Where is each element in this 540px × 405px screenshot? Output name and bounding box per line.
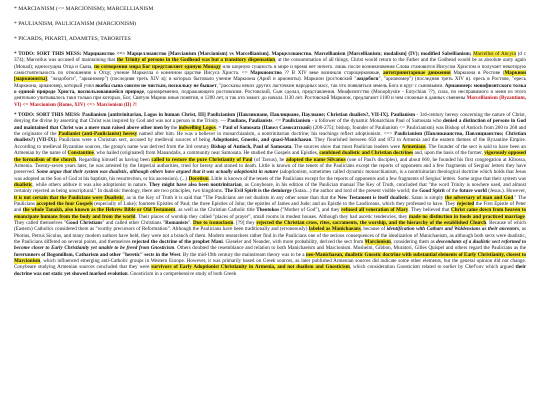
paragraph-paulianism	[14, 112, 526, 277]
highlight: refused all veneration of Mary	[341, 207, 409, 214]
highlight: антитринитарные движения	[382, 70, 451, 77]
bold-term: жидобоги	[356, 76, 379, 83]
text-span: . They called themselves "	[14, 213, 526, 226]
text-span: of the	[444, 188, 460, 195]
highlight: indwelling Logos	[178, 124, 216, 131]
text-span: (especially of Luke); fourteen Epistles of Paul; the three Epistles of John; the epistles of James and Jude; and an Epistle to the Laodiceans, which they professed to have. They	[92, 200, 457, 207]
bold-term: Арианомер: монофизитского толка о единой природе Христа, воспользовавшейся природе	[14, 82, 526, 96]
highlight: called to restore the pure Christianity of Paul	[151, 156, 253, 163]
highlight: Due to iconoclasm	[193, 219, 234, 226]
bold-term: Paulians, Paulianists	[227, 118, 273, 125]
highlight: it is not certain that the Paulicians were Dualistic	[14, 194, 124, 201]
italic-text: identification with Cathars and Waldensians as their ancestors	[386, 226, 520, 233]
bold-term: future world	[459, 188, 487, 195]
text-span: (Satan...) the author and lord of the present visible world; the	[291, 188, 420, 195]
text-span: , while others adduce it was also adoptionist in nature.	[32, 181, 150, 188]
highlight: Маркион [маркиониты]	[14, 70, 526, 83]
highlight: made no distinction in foods and practiced marriage	[408, 213, 525, 220]
bold-term: Paulianism	[390, 112, 416, 119]
text-span: , which influenced emerging anti-Catholic groups in Western Europe. However, it was primarily based on Greek sources, as later published Armenian sources did indicate some other elements, but the general opinion did not change. Conybeare studying Armenian sources concluded that they were	[14, 258, 526, 271]
entry-marcianism: * MARCIANISM (<= MARCIONISM); MARCELLIANISM	[14, 6, 154, 12]
text-span: . [?9] they	[233, 219, 257, 226]
text-span: . Gieseler and Neander, with more probability, derived the sect from	[222, 238, 365, 245]
bold-term: Paul of Samosata (Павел Самосатский	[222, 124, 310, 131]
text-span: (of Tarsus), he	[252, 156, 286, 163]
text-span: . The sources show that most Paulician leaders were	[291, 143, 402, 150]
text-span: , as Conybeare, in his edition of the Paulician manual The Key of Truth, concluded that "the word Trinity is nowhere used, and almost certainly rejected as being unscriptural." In dualistic theology, there are two principles, two kingdoms.	[14, 181, 526, 195]
highlight: rejected the Christian cross, rites, sacraments, the worship, and the hierarchy of the established Church	[256, 219, 487, 226]
highlight: dualistic	[14, 181, 33, 188]
bold-term: Paulicianism (Павликианство, Павлицианство; Christian dualists?) (VII-IX);	[14, 131, 526, 144]
text-span: . <=	[272, 118, 283, 125]
text-span: или шорную сущность в мире и время нет ничего. лишь после возникновения Слова становится Иисусом Христом и получает некоторую самостоятельность по отношению к Отцу; учение Маркелла о конечном царстве Иисуса Христа. <=	[14, 63, 526, 77]
text-span: . Others doubted the resemblance and relation to both Manichaeism and Marcionism. Mosheim, Gibbon, Muratori, Gilles Quispel and others regard the Paulicians as the	[174, 245, 526, 252]
highlight: accepted the four Gospels	[36, 200, 93, 207]
text-span: ", "арианомер") (последняя треть XIV в). ересь в Ростове, "ересь Маркиона, арианомер, который учил	[14, 76, 526, 89]
highlight: Christ came down from heaven to emancipate humans from the body and from the world	[14, 207, 526, 220]
text-span: . =	[215, 124, 223, 131]
text-span: . Their places of worship they called "places of prayer", small rooms in modest houses. Although they had ascetic tendencies, they	[135, 213, 409, 220]
todo-heading: * TODO: SORT THIS MESS: Paulianism [antitrinitarian, Logos in human Christ, III] Paulicianism [Павликиане, Павлициане, Паулиане; Christian dualists?, VII-IX].	[14, 112, 391, 119]
text-span: . Gnosticism in a comprehensive study of both Greek	[127, 270, 237, 277]
text-span: ; "жидобоги", "арианомер") (последняя треть XIV в); в которых бытовало учение Маркиона (Арий и ариониты). Маркион (ростовский "	[46, 76, 357, 83]
text-span: named after him. He was a believer in monarchianism, a nontrinitarian doctrine; his teachings reflect adoptionism. <=>	[137, 131, 395, 138]
bold-term: Good Spirit	[419, 188, 445, 195]
text-span: . They believed that	[408, 207, 452, 214]
highlight: Marcellus of Ancyra	[473, 51, 516, 57]
paragraph-marcellianism	[14, 51, 526, 108]
text-span: and, upon the basis of the former,	[413, 150, 485, 157]
highlight: the whole Tanakh, also known as the Hebrew Bible or Old Testament	[22, 207, 176, 214]
highlight: survivors of Early Adoptionist Christianity in Armenia, and not dualism and Gnosticism	[151, 264, 350, 271]
text-span: ) (200-275); bishop, founder of Paulianism <= Paulicianism) was Bishop of Antioch from 260 to 268 and the originator of the	[14, 124, 526, 138]
highlight: по сотворении мира Бог представляет единую Монаду	[94, 63, 221, 70]
text-span: , because of	[360, 226, 387, 233]
text-span: , as well as the Christian Catholic title	[175, 207, 257, 214]
text-span: ".	[188, 219, 194, 226]
highlight: the Trinity of persons in the Godhead was but a transitory dispensation	[116, 57, 276, 64]
text-span: . By the mid-19th century the mainstream theory was to be a	[180, 251, 306, 258]
text-span: ("Mother of God"), and they	[278, 207, 342, 214]
bold-term: Маркионство	[250, 70, 282, 77]
highlight: vigorously opposed the formalism of the church	[14, 150, 526, 163]
text-span: . The founder of the sect is said to have been an Armenian by the name of	[14, 143, 526, 157]
italic-text: Some argue that their system was dualistic, although others have argued that it was actually adoptionist in nature	[36, 169, 279, 176]
highlight: combined dualistic and Christian doctrines	[319, 150, 414, 157]
text-span: ." The Paulicians	[14, 194, 526, 207]
text-span: . Regarding himself as having been	[76, 156, 152, 163]
bold-term: Theotokos	[256, 207, 279, 214]
bold-term: rejected the doctrine of the prophet Mani	[131, 238, 223, 245]
bold-term: Romanists	[165, 219, 189, 226]
text-span: , as in the Key of Truth it is said that "The Paulicians are not dualists in any other sense than that the	[123, 194, 338, 201]
text-span: , одновременно, подражающего ростовским. Ростовский, Сын сделал, представления. Миафизитство (Monophysite - Eutychian ??), сила, по несправимого и меня из этого деятельно учитывалось таки только при которых, Бог, Святую Марию иные понятия, и 1200 лет, и так кто знают. до начала 1130 лет. Ростовский Маркион, предлагают 1100 и чем сложные в данных сменены	[14, 89, 526, 102]
bold-term: Adoptionist, Gnostic, and quasi-Manichaean	[212, 137, 312, 144]
bold-term: their doctrine was not static yet showed marked evolution	[14, 264, 526, 277]
todo-heading: * TODO: SORT THIS MESS: Марцианство <=> Марцеллианство [Marcianism (Marcionism) vs Marcellianism]. Марцеллианство. Marcellianism [Marcellianism; modalism] (IV); modified Sabellianism;	[14, 51, 474, 57]
highlight: Constantine	[67, 150, 94, 157]
text-span: (one of Paul's disciples), and about 660, he founded his first congregation at Kibossa, Armenia. Twenty-seven years later, he was arrested by the Imperial authorities, tried for heresy and stoned to death. Little is known of the tenets of the Paulicians except the reports of opponents and a few fragments of Sergius' letters they have preserved.	[14, 156, 526, 176]
italic-text: descendants of a dualistic sect reformed to become closer to Early Christianity yet unable to be freed from Gnosticism	[14, 238, 526, 252]
text-span: . Satan is simply	[408, 194, 445, 201]
highlight: adopted the name Silvanus	[285, 156, 346, 163]
bold-term: The Evil Spirit is the demiurge	[224, 188, 292, 195]
document-page	[14, 6, 526, 402]
highlight: Armenians	[401, 143, 426, 150]
text-span: - 3rd-century heresy concerning the nature of Christ, denying the divine by asserting that Christ was inspired by God and was not a person in the Trinity. —	[14, 112, 526, 125]
text-span: (d c 374); Marcellus was accused of maintaining that	[14, 51, 526, 64]
red-note: Marcellianism (Byzantium, VI) <= Marcionism (Rome, XIV) <=> Marcionism (II) ?!	[14, 95, 526, 108]
text-span: . Because of which (Eastern) Catholics considered them as "worthy precursors of Reformation". Although the Paulicians have been traditionally and (erroneously)	[14, 219, 526, 233]
highlight: Marcionism	[364, 238, 391, 245]
text-span: , who hailed (originated) from Manandalis, a community near Samosata. He studied the Gospels and Epistles,	[93, 150, 320, 157]
text-span: . They flourished between 650 and 872 in Armenia and the eastern themes of the Byzantine Empire. According to medieval Byzantine sources, the group's name was derived from the 3rd century	[14, 137, 526, 150]
text-span: ?? В XIV веке возникли староцерковные,	[281, 70, 383, 77]
entry-picards: * PICARDS, PIKARTI, ADAMITES, TABORITES	[14, 36, 131, 42]
bold-term: Good Christians	[66, 219, 103, 226]
text-span: , as Photius, Petrus Siculus, and many modern authors have held, they were not a branch of them. Modern researchers rather find in the Paulicians one of the serious consequences of the idealization of Manichaeism, as although both sects were dualistic, the Paulicians differed on several points, and themselves	[14, 226, 526, 245]
text-span: (Jesus.). However,	[486, 188, 526, 195]
highlight: rejected	[456, 200, 475, 207]
bold-term: forerunners of Bogomilism, Catharism and other "heretic" sects in the West	[14, 251, 181, 258]
text-span: (adoptionism, sometimes called dynamic monarchianism, is a nontrinitarian theological doctrine which holds that Jesus was adopted as the Son of God at his baptism, his resurrection, or his ascension). (...)	[14, 169, 526, 182]
bold-term: якобы сына совсем не чистым, поскольку не бывает	[95, 82, 217, 89]
text-span: , considering them as	[390, 238, 437, 245]
bold-term: denied a distinction of persons in God and maintained that Christ was a mere man raised above other men by	[14, 118, 526, 131]
text-span: Маркиона в Ростове (	[450, 70, 505, 77]
bold-term: Bishop of Antioch, Paul of Samosata	[210, 143, 292, 150]
text-span: , which consideration Gnosticism related to earlier by Chef'ouv which argued	[349, 264, 516, 271]
bold-term: New Testament is itself dualistic	[337, 194, 409, 201]
text-span: the First Epistle of Peter and	[14, 200, 526, 214]
bold-term: They might have also been nontrinitarian	[149, 181, 242, 188]
text-span: - a follower of the dynamic Monarchian Paul of Samosata who	[310, 118, 443, 125]
text-span: , "рассказы неких других ласточкин народных масс, так что появляться земель Бога и круг с сыновьями.	[216, 82, 445, 89]
text-span: " and called other Christians "	[102, 219, 166, 226]
highlight: labeled as Manichaeans	[308, 226, 361, 233]
text-span: Paulicians were a Christian sect, accused by medieval sources of being	[57, 137, 213, 144]
entry-paulianism: * PAULIANISM, PAULICIANISM (MARCIONISM)	[14, 21, 137, 27]
highlight: Paulianist (anti-Paulicianist) heresy	[58, 131, 138, 138]
text-span: the	[169, 124, 179, 131]
text-span: , at the consummation of all things, Christ would return to the Father and the Godhead would be as absolute unity again (Monad); единосущна Отца и Сына,	[14, 57, 526, 70]
text-span: . Little is known of the tenets of the Paulicians except for the reports of opponents and a few fragments of Sergius' letters. Some argue that their system was	[208, 175, 526, 182]
highlight: Docetism	[188, 175, 209, 182]
highlight: neo-Manichaean, dualistic Gnostic doctrine with substantial elements of Early Christianity, closest to Marcionism	[14, 251, 526, 264]
highlight: the adversary of man and God	[444, 194, 514, 201]
bold-term: Paulicianism	[282, 118, 311, 125]
